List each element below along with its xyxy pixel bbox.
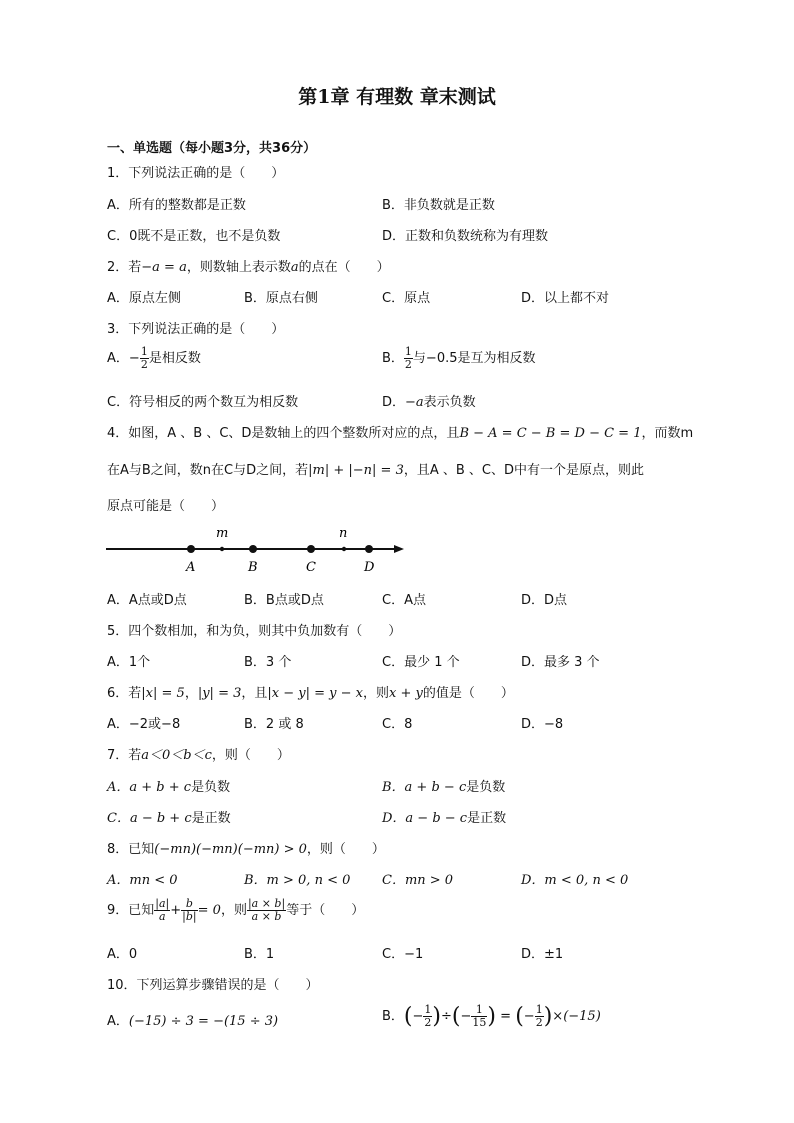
q9-stem: 9．已知 $\frac{|a|}{a}$ + $\frac{b}{|b|}$ = 0，则 $\frac{|a \times b|}{a \times b}$ 等于（ ） [107, 897, 365, 923]
q2-pre: 2．若 [107, 260, 142, 275]
label-n: n [339, 526, 348, 541]
q4-expr2: |m| + |−n| = 3 [308, 463, 404, 478]
q2-option-b: B．原点右侧 [244, 291, 318, 306]
q7-option-c: C．a − b + c是正数 [107, 811, 231, 826]
q3-a-sign: − [128, 351, 140, 366]
q8-option-b: B．m > 0, n < 0 [244, 873, 351, 888]
q4-line1: 4．如图，A 、B 、C、D是数轴上的四个整数所对应的点，且B − A = C − B = D − C = 1，而数m [107, 426, 694, 441]
q8-stem: 8．已知(−mn)(−mn)(−mn) > 0，则（ ） [107, 842, 385, 857]
section-heading: 一、单选题（每小题3分，共36分） [107, 141, 317, 156]
q9-fraction-2: $\frac{b}{|b|}$ [182, 897, 197, 923]
q9-option-c: C．−1 [382, 947, 424, 962]
q3-a-pre: A． [107, 351, 129, 366]
q7-option-d: D．a − b − c是正数 [382, 811, 507, 826]
q9-fraction-3: $\frac{|a \times b|}{a \times b}$ [247, 897, 286, 923]
q10-fraction-2: $\frac{1}{15}$ [472, 1003, 487, 1029]
q3-b-fraction: $\frac{1}{2}$ [404, 345, 412, 371]
q4-option-c: C．A点 [382, 593, 426, 608]
q2-var: a [290, 260, 299, 275]
q10-option-a: A．(−15) ÷ 3 = −(15 ÷ 3) [107, 1014, 279, 1029]
q6-stem: 6．若|x| = 5，|y| = 3，且|x − y| = y − x，则x + y的值是（ ） [107, 686, 514, 701]
q1-option-d: D．正数和负数统称为有理数 [382, 229, 549, 244]
q3-option-a [107, 346, 201, 371]
label-d: D [364, 560, 375, 575]
q1-stem: 1．下列说法正确的是（ ） [107, 166, 285, 181]
q5-option-b: B．3 个 [244, 655, 292, 670]
point-m [220, 547, 224, 551]
q1-option-b: B．非负数就是正数 [382, 198, 495, 213]
q10-fraction-1: $\frac{1}{2}$ [424, 1003, 432, 1029]
point-a [187, 545, 195, 553]
q9-option-a: A．0 [107, 947, 138, 962]
q4-line2: 在A与B之间，数n在C与D之间，若|m| + |−n| = 3，且A 、B 、C、D中有一个是原点，则此 [107, 463, 645, 478]
q3-option-c: C．符号相反的两个数互为相反数 [107, 395, 299, 410]
q3-b-post: 与−0.5是互为相反数 [412, 351, 536, 366]
q2-post: 的点在（ ） [298, 260, 390, 275]
q6-option-b: B．2 或 8 [244, 717, 304, 732]
q3-b-pre: B． [382, 351, 404, 366]
q5-option-d: D．最多 3 个 [521, 655, 600, 670]
q5-option-c: C．最少 1 个 [382, 655, 460, 670]
number-line-arrow [394, 545, 404, 553]
q10-fraction-3: $\frac{1}{2}$ [535, 1003, 543, 1029]
q9-option-b: B．1 [244, 947, 275, 962]
q2-option-a: A．原点左侧 [107, 291, 181, 306]
number-line-figure [104, 525, 409, 580]
q2-option-c: C．原点 [382, 291, 431, 306]
q4-option-b: B．B点或D点 [244, 593, 324, 608]
q10-option-b: B．(− $\frac{1}{2}$ )÷(− $\frac{1}{15}$ ) = (− $\frac{1}{2}$ )×(−15) [382, 1003, 601, 1029]
q2-option-d: D．以上都不对 [521, 291, 610, 306]
label-m: m [216, 526, 229, 541]
q4-expr1: B − A = C − B = D − C = 1 [459, 426, 642, 441]
q8-option-a: A．mn < 0 [107, 873, 178, 888]
q3-a-post: 是相反数 [148, 351, 201, 366]
q1-option-a: A．所有的整数都是正数 [107, 198, 246, 213]
label-c: C [306, 560, 316, 575]
q3-option-d: D．−a表示负数 [382, 395, 476, 410]
q3-d-expr: −a [405, 395, 424, 410]
q6-option-d: D．−8 [521, 717, 564, 732]
point-c [307, 545, 315, 553]
label-b: B [248, 560, 258, 575]
q9-option-d: D．±1 [521, 947, 564, 962]
q3-stem: 3．下列说法正确的是（ ） [107, 322, 285, 337]
q2-mid: ，则数轴上表示数 [186, 260, 291, 275]
q4-option-d: D．D点 [521, 593, 568, 608]
q7-stem: 7．若a＜0＜b＜c，则（ ） [107, 748, 290, 763]
q5-stem: 5．四个数相加，和为负，则其中负加数有（ ） [107, 624, 402, 639]
q7-option-a: A．a + b + c是负数 [107, 780, 231, 795]
q4-line3: 原点可能是（ ） [107, 499, 225, 514]
q3-a-fraction: $\frac{1}{2}$ [140, 345, 148, 371]
q9-fraction-1: $\frac{|a|}{a}$ [155, 897, 170, 923]
q3-option-b [382, 346, 536, 371]
q8-option-d: D．m < 0, n < 0 [521, 873, 629, 888]
q4-option-a: A．A点或D点 [107, 593, 187, 608]
q6-option-a: A．−2或−8 [107, 717, 181, 732]
q2-expr: −a = a [141, 260, 187, 275]
point-n [342, 547, 346, 551]
label-a: A [186, 560, 196, 575]
q7-option-b: B．a + b − c是负数 [382, 780, 506, 795]
page-title: 第1章 有理数 章末测试 [298, 86, 496, 108]
q10-stem: 10．下列运算步骤错误的是（ ） [107, 978, 319, 993]
q8-option-c: C．mn > 0 [382, 873, 454, 888]
q2-stem [107, 256, 390, 275]
q1-option-c: C．0既不是正数，也不是负数 [107, 229, 281, 244]
point-d [365, 545, 373, 553]
point-b [249, 545, 257, 553]
q5-option-a: A．1个 [107, 655, 151, 670]
q6-option-c: C．8 [382, 717, 413, 732]
